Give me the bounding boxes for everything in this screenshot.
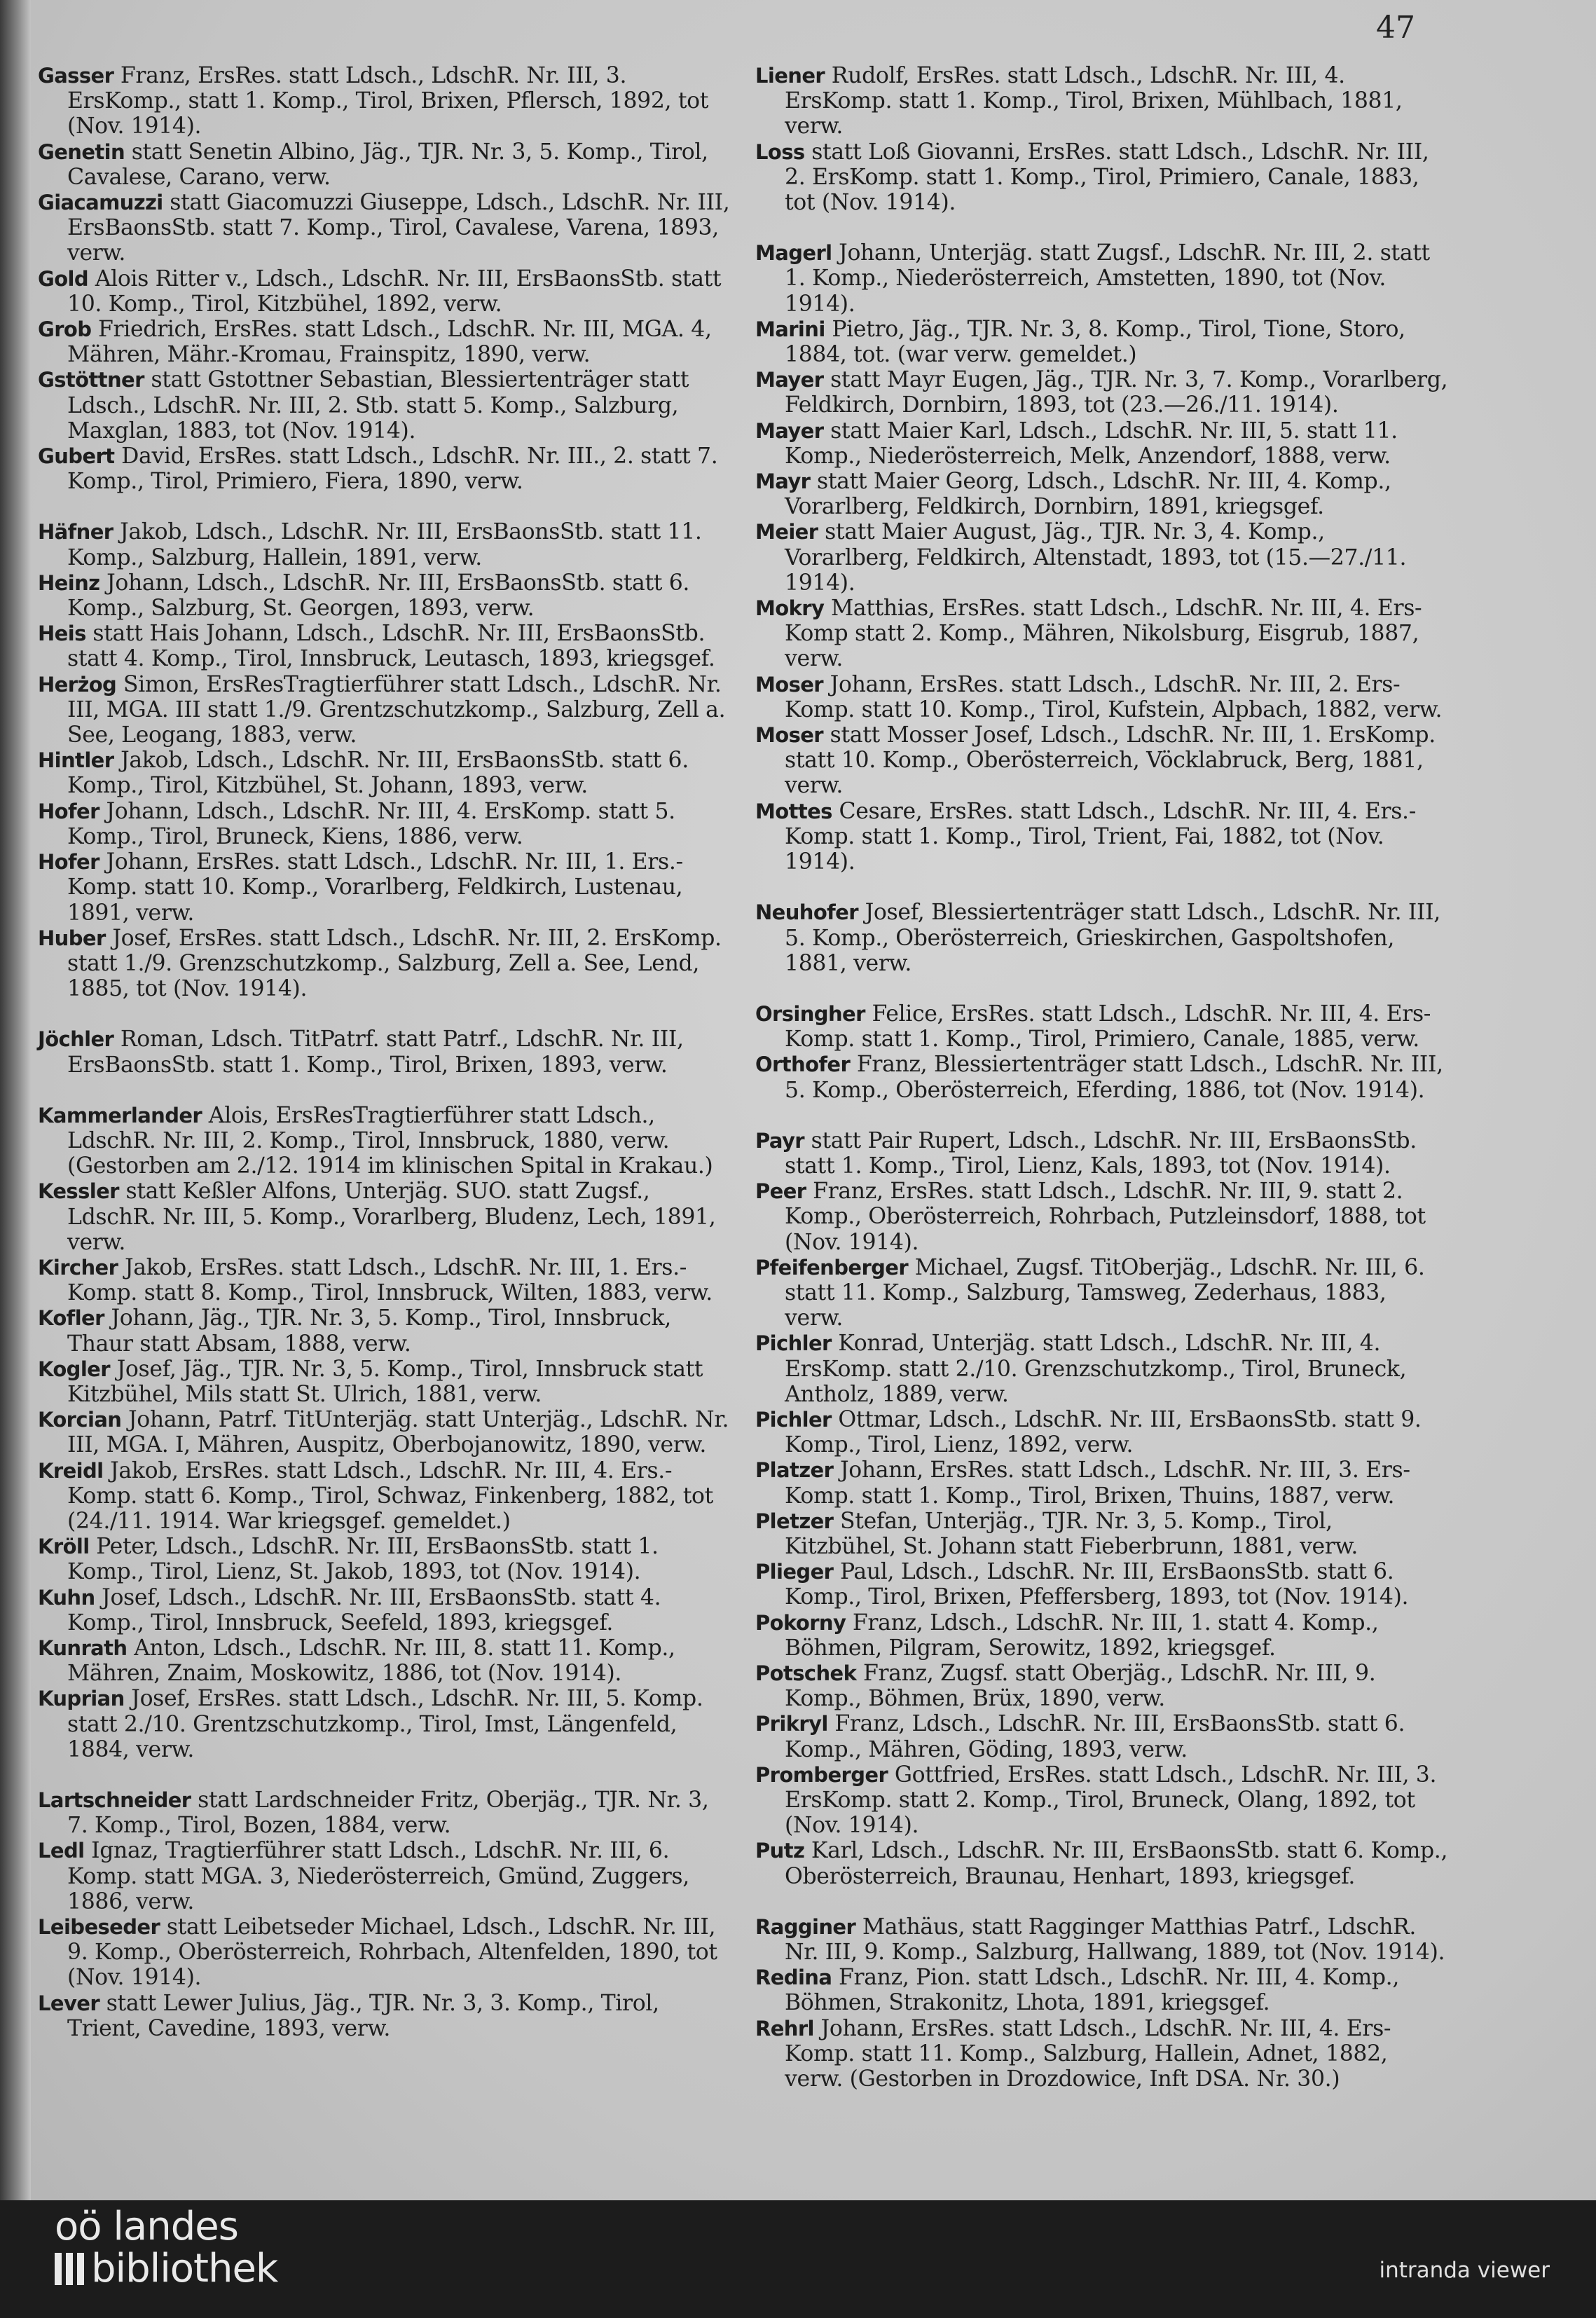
register-entry xyxy=(38,1305,731,1356)
register-entry xyxy=(38,139,731,190)
register-entry xyxy=(38,1027,731,1077)
register-entry xyxy=(38,1458,731,1535)
entry-details: Johann, ErsRes. statt Ldsch., LdschR. Nr. III, 1. Ers.-Komp. statt 10. Komp., Vorarlberg, Feldkirch, Lustenau, 1891, verw. xyxy=(67,849,683,926)
entry-surname: Payr xyxy=(755,1128,804,1153)
register-entry xyxy=(755,1914,1449,1965)
register-entry xyxy=(38,748,731,798)
entry-surname: Grob xyxy=(38,317,92,342)
entry-details: Franz, ErsRes. statt Ldsch., LdschR. Nr. III, 9. statt 2. Komp., Oberösterreich, Rohrbach, Putzleinsdorf, 1888, tot (Nov. 1914). xyxy=(785,1179,1426,1255)
entry-details: Jakob, ErsRes. statt Ldsch., LdschR. Nr. III, 1. Ers.-Komp. statt 8. Komp., Tirol, Innsbruck, Wilten, 1883, verw. xyxy=(67,1254,713,1306)
register-entry xyxy=(38,266,731,317)
entry-surname: Kogler xyxy=(38,1357,110,1381)
entry-surname: Lever xyxy=(38,1991,100,2015)
register-entry xyxy=(38,1534,731,1584)
entry-surname: Plieger xyxy=(755,1560,834,1584)
entry-surname: Redina xyxy=(755,1966,832,1990)
left-column xyxy=(38,63,731,2041)
entry-surname: Magerl xyxy=(755,241,832,266)
entry-surname: Häfner xyxy=(38,520,113,544)
entry-details: Peter, Ldsch., LdschR. Nr. III, ErsBaonsStb. statt 1. Komp., Tirol, Lienz, St. Jakob, 1893, tot (Nov. 1914). xyxy=(67,1534,659,1585)
register-entry xyxy=(755,1458,1449,1508)
entry-details: Johann, Jäg., TJR. Nr. 3, 5. Komp., Tirol, Innsbruck, Thaur statt Absam, 1888, verw. xyxy=(67,1305,671,1357)
register-entry xyxy=(755,2016,1449,2092)
entry-surname: Gasser xyxy=(38,64,114,88)
register-entry xyxy=(755,418,1449,469)
register-entry xyxy=(38,1914,731,1991)
entry-details: Josef, ErsRes. statt Ldsch., LdschR. Nr. III, 5. Komp. statt 2./10. Grentzschutzkomp., Tirol, Imst, Längenfeld, 1884, verw. xyxy=(67,1686,703,1762)
entry-details: statt Mayr Eugen, Jäg., TJR. Nr. 3, 7. Komp., Vorarlberg, Feldkirch, Dornbirn, 1893, tot (23.—26./11. 1914). xyxy=(785,367,1448,418)
entry-details: statt Maier August, Jäg., TJR. Nr. 3, 4. Komp., Vorarlberg, Feldkirch, Altenstadt, 1893, tot (15.—27./11. 1914). xyxy=(785,519,1407,596)
register-entry xyxy=(38,63,731,139)
entry-surname: Meier xyxy=(755,520,818,544)
register-entry xyxy=(755,1001,1449,1052)
entry-surname: Pletzer xyxy=(755,1509,834,1533)
entry-surname: Heinz xyxy=(38,570,100,595)
entry-surname: Kunrath xyxy=(38,1635,128,1660)
entry-details: Anton, Ldsch., LdschR. Nr. III, 8. statt 11. Komp., Mähren, Znaim, Moskowitz, 1886, tot (Nov. 1914). xyxy=(67,1635,675,1687)
entry-details: statt Maier Karl, Ldsch., LdschR. Nr. III, 5. statt 11. Komp., Niederösterreich, Melk, Anzendorf, 1888, verw. xyxy=(785,418,1398,469)
register-entry xyxy=(38,444,731,494)
entry-details: statt Hais Johann, Ldsch., LdschR. Nr. III, ErsBaonsStb. statt 4. Komp., Tirol, Innsbruck, Leutasch, 1893, kriegsgef. xyxy=(67,621,715,672)
entry-surname: Giacamuzzi xyxy=(38,191,163,215)
entry-details: Alois Ritter v., Ldsch., LdschR. Nr. III, ErsBaonsStb. statt 10. Komp., Tirol, Kitzbühel, 1892, verw. xyxy=(67,266,722,317)
register-entry xyxy=(38,799,731,849)
entry-details: Jakob, ErsRes. statt Ldsch., LdschR. Nr. III, 4. Ers.-Komp. statt 6. Komp., Tirol, Schwaz, Finkenberg, 1882, tot (24./11. 1914. War kriegsgef. gemeldet.) xyxy=(67,1458,713,1534)
register-entry xyxy=(755,1128,1449,1179)
register-entry xyxy=(755,1711,1449,1762)
entry-surname: Kreidl xyxy=(38,1458,104,1483)
entry-details: Felice, ErsRes. statt Ldsch., LdschR. Nr. III, 4. Ers-Komp. statt 1. Komp., Tirol, Primiero, Canale, 1885, verw. xyxy=(785,1001,1431,1052)
entry-details: Paul, Ldsch., LdschR. Nr. III, ErsBaonsStb. statt 6. Komp., Tirol, Brixen, Pfeffersberg, 1893, tot (Nov. 1914). xyxy=(785,1559,1409,1610)
register-entry xyxy=(755,722,1449,799)
register-entry xyxy=(755,1559,1449,1610)
entry-surname: Kofler xyxy=(38,1306,104,1331)
entry-surname: Korcian xyxy=(38,1408,122,1432)
entry-surname: Jöchler xyxy=(38,1027,114,1052)
entry-surname: Mayer xyxy=(755,368,824,392)
entry-details: Jakob, Ldsch., LdschR. Nr. III, ErsBaonsStb. statt 6. Komp., Tirol, Kitzbühel, St. Johann, 1893, verw. xyxy=(67,748,689,799)
page-number: 47 xyxy=(1376,10,1415,46)
entry-details: Cesare, ErsRes. statt Ldsch., LdschR. Nr. III, 4. Ers.-Komp. statt 1. Komp., Tirol, Trient, Fai, 1882, tot (Nov. 1914). xyxy=(785,798,1416,875)
register-entry xyxy=(38,1407,731,1458)
entry-surname: Kuprian xyxy=(38,1687,125,1711)
register-entry xyxy=(755,63,1449,139)
entry-details: Franz, ErsRes. statt Ldsch., LdschR. Nr. III, 3. ErsKomp., statt 1. Komp., Tirol, Brixen, Pflersch, 1892, tot (Nov. 1914). xyxy=(67,63,709,139)
register-entry xyxy=(755,469,1449,519)
register-entry xyxy=(755,799,1449,875)
register-entry xyxy=(755,1509,1449,1559)
register-entry xyxy=(38,1103,731,1179)
entry-details: statt Lewer Julius, Jäg., TJR. Nr. 3, 3. Komp., Tirol, Trient, Cavedine, 1893, verw. xyxy=(67,1990,659,2041)
entry-surname: Pichler xyxy=(755,1407,832,1432)
entry-surname: Genetin xyxy=(38,139,125,164)
viewer-label[interactable]: intranda viewer xyxy=(1379,2258,1550,2283)
entry-details: statt Lardschneider Fritz, Oberjäg., TJR. Nr. 3, 7. Komp., Tirol, Bozen, 1884, verw. xyxy=(67,1788,709,1839)
register-entry xyxy=(38,1357,731,1407)
register-entry xyxy=(38,621,731,671)
entry-surname: Leibeseder xyxy=(38,1915,160,1940)
entry-surname: Mayr xyxy=(755,469,811,494)
logo-line-2-wrap xyxy=(55,2248,277,2290)
entry-details: Jakob, Ldsch., LdschR. Nr. III, ErsBaonsStb. statt 11. Komp., Salzburg, Hallein, 1891, verw. xyxy=(67,519,702,570)
register-entry xyxy=(755,139,1449,216)
right-column xyxy=(755,63,1449,2092)
register-entry xyxy=(755,240,1449,317)
register-entry xyxy=(755,1052,1449,1102)
entry-surname: Gold xyxy=(38,266,89,291)
entry-surname: Pokorny xyxy=(755,1610,846,1635)
logo-bars-icon xyxy=(55,2253,84,2285)
entry-surname: Rehrl xyxy=(755,2016,814,2041)
entry-details: statt Leibetseder Michael, Ldsch., LdschR. Nr. III, 9. Komp., Oberösterreich, Rohrbach, Altenfelden, 1890, tot (Nov. 1914). xyxy=(67,1914,717,1991)
entry-details: Johann, ErsRes. statt Ldsch., LdschR. Nr. III, 4. Ers-Komp. statt 11. Komp., Salzburg, Hallein, Adnet, 1882, verw. (Gestorben in Drozdowice, Inft DSA. Nr. 30.) xyxy=(785,2015,1391,2092)
entry-details: Pietro, Jäg., TJR. Nr. 3, 8. Komp., Tirol, Tione, Storo, 1884, tot. (war verw. gemeldet.) xyxy=(785,316,1405,368)
entry-details: Franz, Zugsf. statt Oberjäg., LdschR. Nr. III, 9. Komp., Böhmen, Brüx, 1890, verw. xyxy=(785,1660,1376,1712)
entry-details: statt Maier Georg, Ldsch., LdschR. Nr. III, 4. Komp., Vorarlberg, Feldkirch, Dornbirn, 1891, kriegsgef. xyxy=(785,469,1391,520)
entry-details: Johann, ErsRes. statt Ldsch., LdschR. Nr. III, 2. Ers-Komp. statt 10. Komp., Tirol, Kufstein, Alpbach, 1882, verw. xyxy=(785,671,1443,722)
entry-surname: Potschek xyxy=(755,1661,857,1685)
entry-details: Alois, ErsResTragtierführer statt Ldsch., LdschR. Nr. III, 2. Komp., Tirol, Innsbruck, 1880, verw. (Gestorben am 2./12. 1914 im klinischen Spital in Krakau.) xyxy=(67,1102,713,1179)
entry-details: statt Giacomuzzi Giuseppe, Ldsch., LdschR. Nr. III, ErsBaonsStb. statt 7. Komp., Tirol, Cavalese, Varena, 1893, verw. xyxy=(67,190,730,266)
entry-surname: Loss xyxy=(755,139,805,164)
entry-details: Gottfried, ErsRes. statt Ldsch., LdschR. Nr. III, 3. ErsKomp. statt 2. Komp., Tirol, Bruneck, Olang, 1892, tot (Nov. 1914). xyxy=(785,1762,1437,1839)
entry-details: Johann, Ldsch., LdschR. Nr. III, ErsBaonsStb. statt 6. Komp., Salzburg, St. Georgen, 1893, verw. xyxy=(67,570,690,622)
entry-surname: Kircher xyxy=(38,1255,118,1280)
entry-surname: Huber xyxy=(38,926,106,950)
entry-details: Franz, Pion. statt Ldsch., LdschR. Nr. III, 4. Komp., Böhmen, Strakonitz, Lhota, 1891, kriegsgef. xyxy=(785,1965,1399,2016)
entry-details: statt Mosser Josef, Ldsch., LdschR. Nr. III, 1. ErsKomp. statt 10. Komp., Oberösterreich, Vöcklabruck, Berg, 1881, verw. xyxy=(785,722,1436,799)
entry-surname: Platzer xyxy=(755,1458,834,1483)
register-entry xyxy=(755,1407,1449,1458)
entry-details: Ottmar, Ldsch., LdschR. Nr. III, ErsBaonsStb. statt 9. Komp., Tirol, Lienz, 1892, verw. xyxy=(785,1406,1422,1458)
register-entry xyxy=(38,190,731,266)
entry-details: Mathäus, statt Ragginger Matthias Patrf., LdschR. Nr. III, 9. Komp., Salzburg, Hallwang, 1889, tot (Nov. 1914). xyxy=(785,1914,1445,1966)
entry-details: Friedrich, ErsRes. statt Ldsch., LdschR. Nr. III, MGA. 4, Mähren, Mähr.-Kromau, Frainspitz, 1890, verw. xyxy=(67,317,712,368)
register-entry xyxy=(38,317,731,367)
entry-details: Michael, Zugsf. TitOberjäg., LdschR. Nr. III, 6. statt 11. Komp., Salzburg, Tamsweg, Zederhaus, 1883, verw. xyxy=(785,1254,1425,1331)
entry-surname: Pfeifenberger xyxy=(755,1255,909,1280)
register-entry xyxy=(38,672,731,748)
register-entry xyxy=(38,1255,731,1305)
register-entry xyxy=(38,1991,731,2041)
register-entry xyxy=(755,596,1449,672)
entry-details: statt Loß Giovanni, ErsRes. statt Ldsch., LdschR. Nr. III, 2. ErsKomp. statt 1. Komp., Tirol, Primiero, Canale, 1883, tot (Nov. 1914). xyxy=(785,139,1429,216)
register-entry xyxy=(38,367,731,444)
register-entry xyxy=(755,1331,1449,1407)
entry-details: Franz, Ldsch., LdschR. Nr. III, ErsBaonsStb. statt 6. Komp., Mähren, Göding, 1893, verw. xyxy=(785,1711,1405,1762)
entry-details: Karl, Ldsch., LdschR. Nr. III, ErsBaonsStb. statt 6. Komp., Oberösterreich, Braunau, Henhart, 1893, kriegsgef. xyxy=(785,1838,1448,1889)
entry-details: statt Keßler Alfons, Unterjäg. SUO. statt Zugsf., LdschR. Nr. III, 5. Komp., Vorarlberg, Bludenz, Lech, 1891, verw. xyxy=(67,1179,716,1255)
entry-surname: Mayer xyxy=(755,418,824,443)
register-entry xyxy=(38,1179,731,1255)
entry-surname: Prikryl xyxy=(755,1712,828,1736)
register-entry xyxy=(38,519,731,570)
logo-line-1: oö landes xyxy=(55,2204,238,2249)
entry-details: Franz, Blessiertenträger statt Ldsch., LdschR. Nr. III, 5. Komp., Oberösterreich, Eferding, 1886, tot (Nov. 1914). xyxy=(785,1052,1443,1103)
entry-surname: Herżog xyxy=(38,672,117,697)
register-entry xyxy=(755,367,1449,418)
register-entry xyxy=(755,1179,1449,1255)
entry-surname: Moser xyxy=(755,723,824,748)
register-entry xyxy=(38,570,731,621)
entry-details: Konrad, Unterjäg. statt Ldsch., LdschR. Nr. III, 4. ErsKomp. statt 2./10. Grenzschutzkomp., Tirol, Bruneck, Antholz, 1889, verw. xyxy=(785,1331,1407,1407)
entry-surname: Promberger xyxy=(755,1762,888,1787)
entry-surname: Ledl xyxy=(38,1839,85,1863)
entry-details: Josef, Jäg., TJR. Nr. 3, 5. Komp., Tirol, Innsbruck statt Kitzbühel, Mils statt St. Ulrich, 1881, verw. xyxy=(67,1356,703,1407)
register-entry xyxy=(755,519,1449,596)
register-entry xyxy=(38,1788,731,1838)
entry-surname: Hintler xyxy=(38,748,114,773)
entry-surname: Putz xyxy=(755,1839,805,1863)
entry-details: Simon, ErsResTragtierführer statt Ldsch., LdschR. Nr. III, MGA. III statt 1./9. Grentzschutzkomp., Salzburg, Zell a. See, Leogang, 1883, verw. xyxy=(67,671,726,748)
library-logo[interactable] xyxy=(55,2206,277,2290)
entry-details: David, ErsRes. statt Ldsch., LdschR. Nr. III., 2. statt 7. Komp., Tirol, Primiero, Fiera, 1890, verw. xyxy=(67,444,718,495)
entry-surname: Lartschneider xyxy=(38,1788,191,1812)
register-entry xyxy=(38,1838,731,1914)
entry-details: statt Gstottner Sebastian, Blessiertenträger statt Ldsch., LdschR. Nr. III, 2. Stb. statt 5. Komp., Salzburg, Maxglan, 1883, tot (Nov. 1914). xyxy=(67,367,689,444)
entry-details: Ignaz, Tragtierführer statt Ldsch., LdschR. Nr. III, 6. Komp. statt MGA. 3, Niederösterreich, Gmünd, Zuggers, 1886, verw. xyxy=(67,1838,689,1914)
entry-surname: Heis xyxy=(38,622,86,646)
entry-details: Johann, Patrf. TitUnterjäg. statt Unterjäg., LdschR. Nr. III, MGA. I, Mähren, Auspitz, Oberbojanowitz, 1890, verw. xyxy=(67,1407,729,1458)
entry-details: Josef, Blessiertenträger statt Ldsch., LdschR. Nr. III, 5. Komp., Oberösterreich, Grieskirchen, Gaspoltshofen, 1881, verw. xyxy=(785,900,1440,976)
entry-surname: Gubert xyxy=(38,444,115,469)
entry-surname: Liener xyxy=(755,64,825,88)
register-entry xyxy=(755,1965,1449,2015)
entry-details: Josef, Ldsch., LdschR. Nr. III, ErsBaonsStb. statt 4. Komp., Tirol, Innsbruck, Seefeld, 1893, kriegsgef. xyxy=(67,1584,661,1635)
register-entry xyxy=(755,1610,1449,1661)
entry-surname: Peer xyxy=(755,1179,806,1204)
entry-surname: Pichler xyxy=(755,1331,832,1356)
entry-surname: Moser xyxy=(755,672,824,697)
register-entry xyxy=(755,317,1449,367)
entry-surname: Marini xyxy=(755,317,825,341)
entry-surname: Hofer xyxy=(38,850,99,875)
register-entry xyxy=(755,1255,1449,1331)
entry-details: statt Senetin Albino, Jäg., TJR. Nr. 3, 5. Komp., Tirol, Cavalese, Carano, verw. xyxy=(67,139,708,190)
entry-surname: Neuhofer xyxy=(755,900,858,925)
entry-details: statt Pair Rupert, Ldsch., LdschR. Nr. III, ErsBaonsStb. statt 1. Komp., Tirol, Lienz, Kals, 1893, tot (Nov. 1914). xyxy=(785,1127,1417,1179)
entry-surname: Kammerlander xyxy=(38,1103,202,1127)
page-gutter xyxy=(0,0,31,2200)
entry-surname: Kessler xyxy=(38,1179,119,1204)
register-entry xyxy=(38,1686,731,1762)
entry-details: Johann, ErsRes. statt Ldsch., LdschR. Nr. III, 3. Ers-Komp. statt 1. Komp., Tirol, Brixen, Thuins, 1887, verw. xyxy=(785,1458,1410,1509)
entry-surname: Hofer xyxy=(38,799,99,823)
entry-details: Roman, Ldsch. TitPatrf. statt Patrf., LdschR. Nr. III, ErsBaonsStb. statt 1. Komp., Tirol, Brixen, 1893, verw. xyxy=(67,1027,684,1078)
entry-surname: Ragginer xyxy=(755,1914,856,1939)
register-entry xyxy=(755,672,1449,722)
entry-details: Rudolf, ErsRes. statt Ldsch., LdschR. Nr. III, 4. ErsKomp. statt 1. Komp., Tirol, Brixen, Mühlbach, 1881, verw. xyxy=(785,63,1403,139)
entry-surname: Orthofer xyxy=(755,1052,851,1077)
entry-surname: Mokry xyxy=(755,596,825,621)
register-entry xyxy=(755,1762,1449,1839)
entry-surname: Kuhn xyxy=(38,1585,95,1610)
logo-line-2: bibliothek xyxy=(91,2246,278,2291)
entry-surname: Mottes xyxy=(755,799,832,823)
entry-details: Josef, ErsRes. statt Ldsch., LdschR. Nr. III, 2. ErsKomp. statt 1./9. Grenzschutzkomp., Salzburg, Zell a. See, Lend, 1885, tot (Nov. 1914). xyxy=(67,925,722,1002)
register-entry xyxy=(755,1838,1449,1888)
entry-details: Matthias, ErsRes. statt Ldsch., LdschR. Nr. III, 4. Ers-Komp statt 2. Komp., Mähren, Nikolsburg, Eisgrub, 1887, verw. xyxy=(785,596,1422,672)
entry-surname: Kröll xyxy=(38,1535,90,1559)
register-entry xyxy=(38,926,731,1002)
register-entry xyxy=(38,849,731,926)
register-entry xyxy=(38,1585,731,1635)
register-entry xyxy=(755,900,1449,976)
entry-surname: Orsingher xyxy=(755,1001,865,1026)
register-entry xyxy=(755,1661,1449,1711)
entry-details: Johann, Unterjäg. statt Zugsf., LdschR. Nr. III, 2. statt 1. Komp., Niederösterreich, Amstetten, 1890, tot (Nov. 1914). xyxy=(785,240,1430,317)
entry-surname: Gstöttner xyxy=(38,368,144,392)
entry-details: Stefan, Unterjäg., TJR. Nr. 3, 5. Komp., Tirol, Kitzbühel, St. Johann statt Fieberbrunn, 1881, verw. xyxy=(785,1508,1358,1559)
entry-details: Franz, Ldsch., LdschR. Nr. III, 1. statt 4. Komp., Böhmen, Pilgram, Serowitz, 1892, kriegsgef. xyxy=(785,1610,1379,1661)
register-entry xyxy=(38,1635,731,1686)
entry-details: Johann, Ldsch., LdschR. Nr. III, 4. ErsKomp. statt 5. Komp., Tirol, Bruneck, Kiens, 1886, verw. xyxy=(67,798,675,849)
